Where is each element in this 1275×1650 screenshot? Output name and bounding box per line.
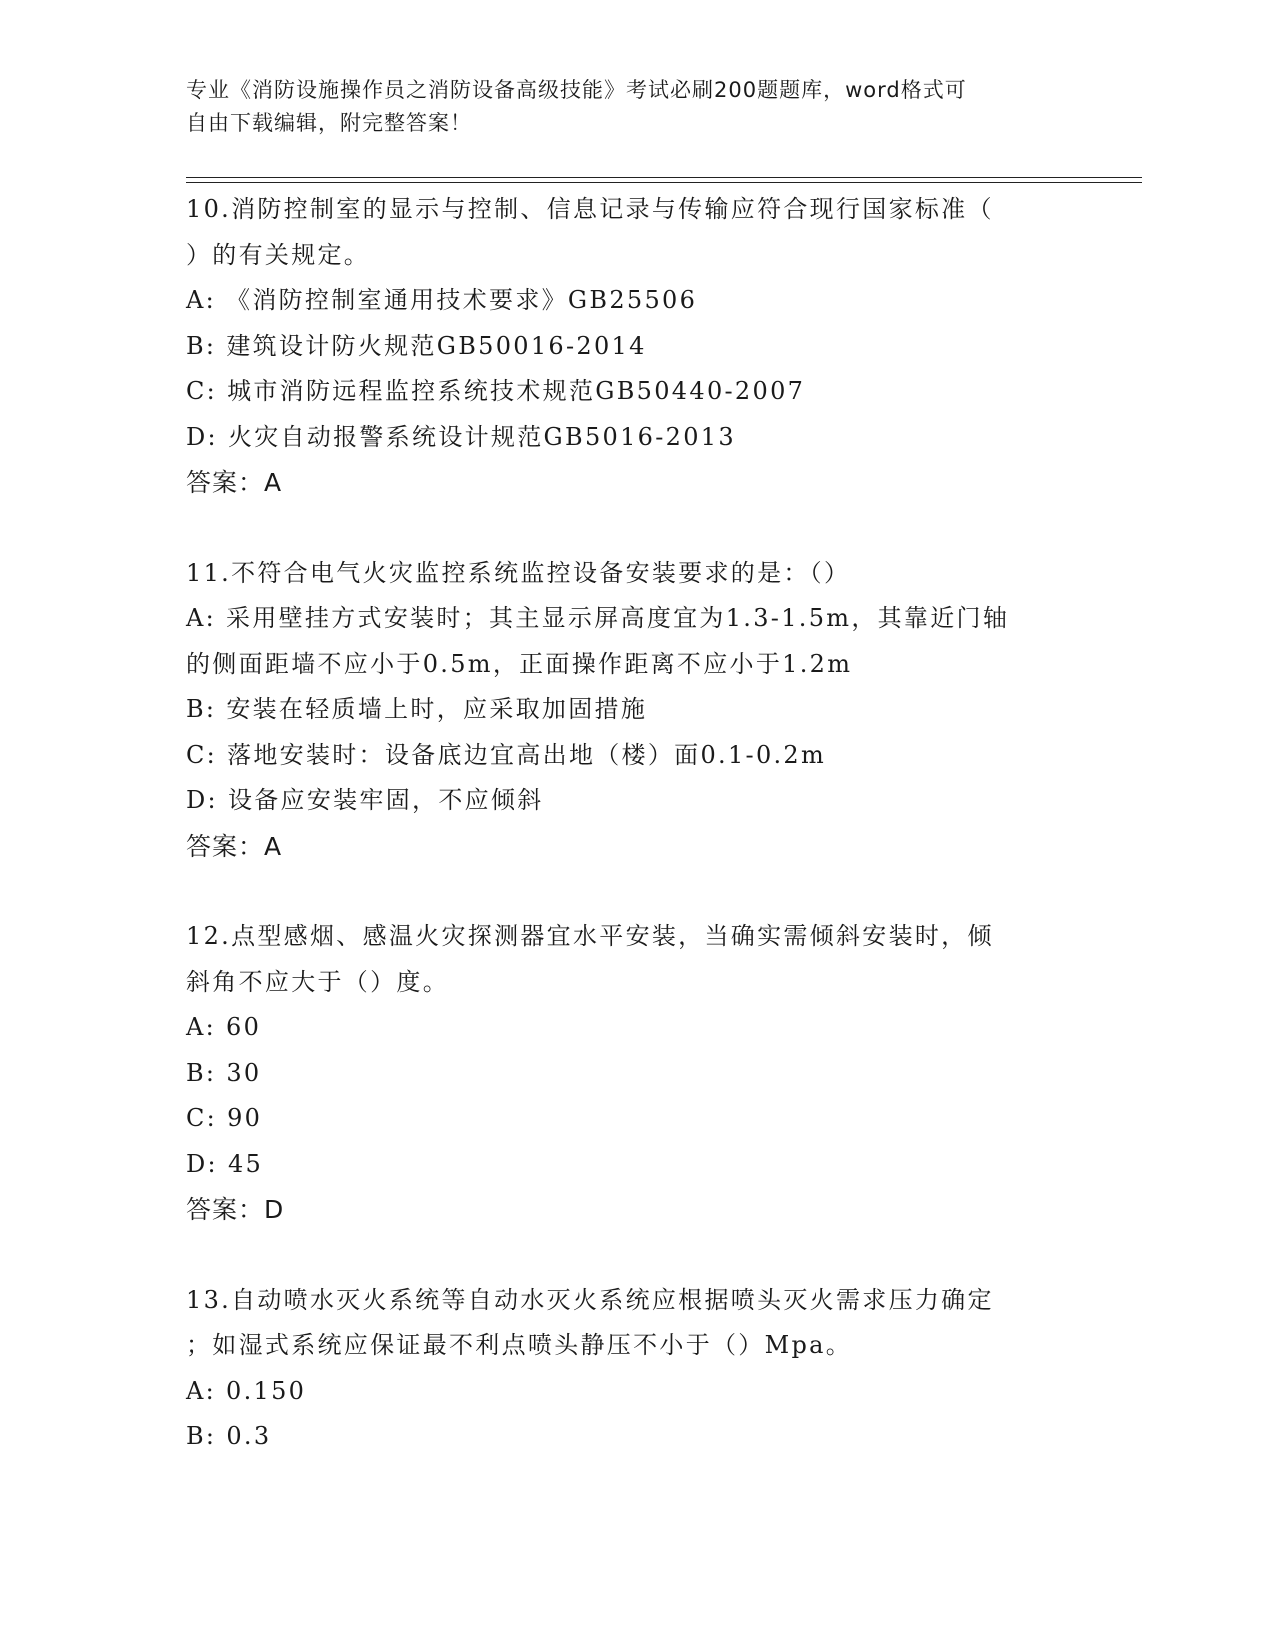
option-c bbox=[186, 369, 1126, 415]
option-a bbox=[186, 596, 1126, 642]
option-key: B: bbox=[186, 1422, 217, 1450]
option-text: 《消防控制室通用技术要求》GB25506 bbox=[226, 286, 698, 314]
question-13 bbox=[186, 1278, 1126, 1460]
question-10 bbox=[186, 187, 1126, 506]
option-a bbox=[186, 1369, 1126, 1415]
question-11 bbox=[186, 551, 1126, 870]
option-text: 90 bbox=[227, 1104, 263, 1132]
option-key: B: bbox=[186, 331, 217, 360]
option-d bbox=[186, 1142, 1126, 1188]
answer-line: 答案：A bbox=[186, 468, 283, 497]
option-text: 0.3 bbox=[226, 1422, 272, 1450]
option-a bbox=[186, 278, 1126, 324]
header-divider-top bbox=[186, 177, 1142, 178]
option-text: 城市消防远程监控系统技术规范GB50440-2007 bbox=[227, 377, 806, 405]
option-text: 采用壁挂方式安装时；其主显示屏高度宜为1.3-1.5m，其靠近门轴 bbox=[226, 604, 1010, 632]
option-a-continuation: 的侧面距墙不应小于0.5m，正面操作距离不应小于1.2m bbox=[186, 649, 853, 678]
question-stem-line: 斜角不应大于（）度。 bbox=[186, 967, 449, 996]
option-c bbox=[186, 733, 1126, 779]
option-b bbox=[186, 324, 1126, 370]
option-key: C: bbox=[186, 377, 218, 405]
header-line-1: 专业《消防设施操作员之消防设备高级技能》考试必刷200题题库，word格式可 bbox=[186, 78, 967, 102]
question-stem-line: 10.消防控制室的显示与控制、信息记录与传输应符合现行国家标准（ bbox=[186, 195, 994, 223]
option-b bbox=[186, 1051, 1126, 1097]
question-stem-line: ；如湿式系统应保证最不利点喷头静压不小于（）Mpa。 bbox=[186, 1331, 853, 1359]
option-text: 0.150 bbox=[226, 1376, 307, 1405]
option-text: 设备应安装牢固，不应倾斜 bbox=[227, 786, 544, 814]
answer-line: 答案：A bbox=[186, 831, 283, 861]
option-key: B: bbox=[186, 1058, 217, 1087]
option-key: A: bbox=[186, 286, 217, 314]
header-divider-bottom bbox=[186, 182, 1142, 183]
option-text: 火灾自动报警系统设计规范GB5016-2013 bbox=[227, 422, 736, 451]
question-stem-line: 11.不符合电气火灾监控系统监控设备安装要求的是：（） bbox=[186, 558, 851, 587]
option-key: C: bbox=[186, 740, 218, 769]
option-key: D: bbox=[186, 422, 218, 451]
option-key: B: bbox=[186, 695, 217, 723]
option-b bbox=[186, 1414, 1126, 1460]
option-text: 建筑设计防火规范GB50016-2014 bbox=[226, 331, 647, 360]
option-text: 30 bbox=[226, 1058, 262, 1087]
option-text: 安装在轻质墙上时，应采取加固措施 bbox=[226, 695, 648, 723]
document-header bbox=[186, 74, 1066, 140]
question-stem-line: 13.自动喷水灭火系统等自动水灭火系统应根据喷头灭火需求压力确定 bbox=[186, 1285, 994, 1314]
question-stem-line: ）的有关规定。 bbox=[186, 240, 371, 269]
option-key: A: bbox=[186, 1013, 217, 1041]
option-key: D: bbox=[186, 786, 218, 814]
answer-line: 答案：D bbox=[186, 1195, 285, 1224]
option-text: 45 bbox=[227, 1149, 264, 1178]
option-text: 落地安装时：设备底边宜高出地（楼）面0.1-0.2m bbox=[227, 740, 827, 769]
option-d bbox=[186, 778, 1126, 824]
option-key: A: bbox=[186, 604, 217, 632]
header-line-2: 自由下载编辑，附完整答案！ bbox=[186, 111, 472, 135]
question-stem-line: 12.点型感烟、感温火灾探测器宜水平安装，当确实需倾斜安装时，倾 bbox=[186, 922, 994, 950]
option-key: A: bbox=[186, 1376, 217, 1405]
option-a bbox=[186, 1005, 1126, 1051]
option-key: D: bbox=[186, 1149, 218, 1178]
option-b bbox=[186, 687, 1126, 733]
option-key: C: bbox=[186, 1104, 218, 1132]
question-12 bbox=[186, 914, 1126, 1233]
option-c bbox=[186, 1096, 1126, 1142]
option-d bbox=[186, 415, 1126, 461]
question-list bbox=[186, 187, 1126, 1460]
option-text: 60 bbox=[226, 1013, 262, 1041]
